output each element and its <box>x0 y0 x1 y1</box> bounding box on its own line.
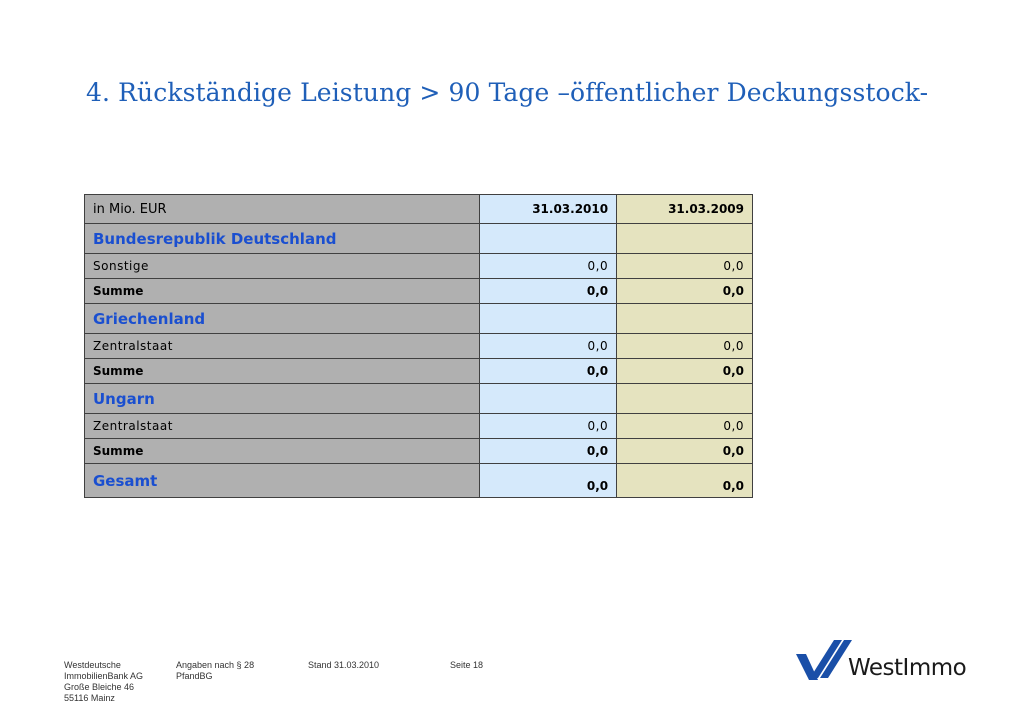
empty-cell <box>480 224 617 254</box>
footer-company-line: Große Bleiche 46 <box>64 682 135 692</box>
footer-basis-line: Angaben nach § 28 <box>176 660 255 670</box>
footer-basis <box>176 660 254 682</box>
section-title: Ungarn <box>85 384 480 414</box>
value-2010: 0,0 <box>480 359 617 384</box>
value-2010: 0,0 <box>480 279 617 304</box>
value-2009: 0,0 <box>617 279 753 304</box>
footer-basis-line: PfandBG <box>176 671 213 681</box>
sum-row <box>85 279 753 304</box>
section-row-ungarn <box>85 384 753 414</box>
value-2010: 0,0 <box>480 254 617 279</box>
value-2010: 0,0 <box>480 334 617 359</box>
footer-company-line: Westdeutsche <box>64 660 121 670</box>
row-label: Summe <box>85 359 480 384</box>
footer-page-number: Seite 18 <box>450 660 484 670</box>
value-2009: 0,0 <box>617 414 753 439</box>
footer-page <box>450 660 483 671</box>
row-label: Zentralstaat <box>85 414 480 439</box>
section-title: Griechenland <box>85 304 480 334</box>
footer-company <box>64 660 143 704</box>
value-2010: 0,0 <box>480 439 617 464</box>
value-2009: 0,0 <box>617 439 753 464</box>
footer-company-line: 55116 Mainz <box>64 693 115 703</box>
value-2010: 0,0 <box>480 414 617 439</box>
section-row-griechenland <box>85 304 753 334</box>
row-label: Sonstige <box>85 254 480 279</box>
total-value-2010: 0,0 <box>480 464 617 498</box>
value-2009: 0,0 <box>617 359 753 384</box>
report-table <box>84 194 753 498</box>
value-2009: 0,0 <box>617 334 753 359</box>
table-row <box>85 334 753 359</box>
footer-stand <box>308 660 379 671</box>
row-label: Zentralstaat <box>85 334 480 359</box>
footer-stand-text: Stand 31.03.2010 <box>308 660 380 670</box>
total-value-2009: 0,0 <box>617 464 753 498</box>
column-header-2010: 31.03.2010 <box>480 195 617 224</box>
sum-row <box>85 439 753 464</box>
sum-row <box>85 359 753 384</box>
section-title: Bundesrepublik Deutschland <box>85 224 480 254</box>
page-title: 4. Rückständige Leistung > 90 Tage –öffentlicher Deckungsstock- <box>86 78 929 107</box>
footer-company-line: ImmobilienBank AG <box>64 671 144 681</box>
column-header-2009: 31.03.2009 <box>617 195 753 224</box>
empty-cell <box>480 384 617 414</box>
total-row <box>85 464 753 498</box>
section-row-deutschland <box>85 224 753 254</box>
value-2009: 0,0 <box>617 254 753 279</box>
empty-cell <box>617 224 753 254</box>
row-label: Summe <box>85 439 480 464</box>
table-row <box>85 414 753 439</box>
empty-cell <box>617 384 753 414</box>
total-label: Gesamt <box>85 464 480 498</box>
empty-cell <box>480 304 617 334</box>
unit-label: in Mio. EUR <box>85 195 480 224</box>
empty-cell <box>617 304 753 334</box>
table-header-row <box>85 195 753 224</box>
logo-text: WestImmo <box>848 655 967 681</box>
row-label: Summe <box>85 279 480 304</box>
table-row <box>85 254 753 279</box>
